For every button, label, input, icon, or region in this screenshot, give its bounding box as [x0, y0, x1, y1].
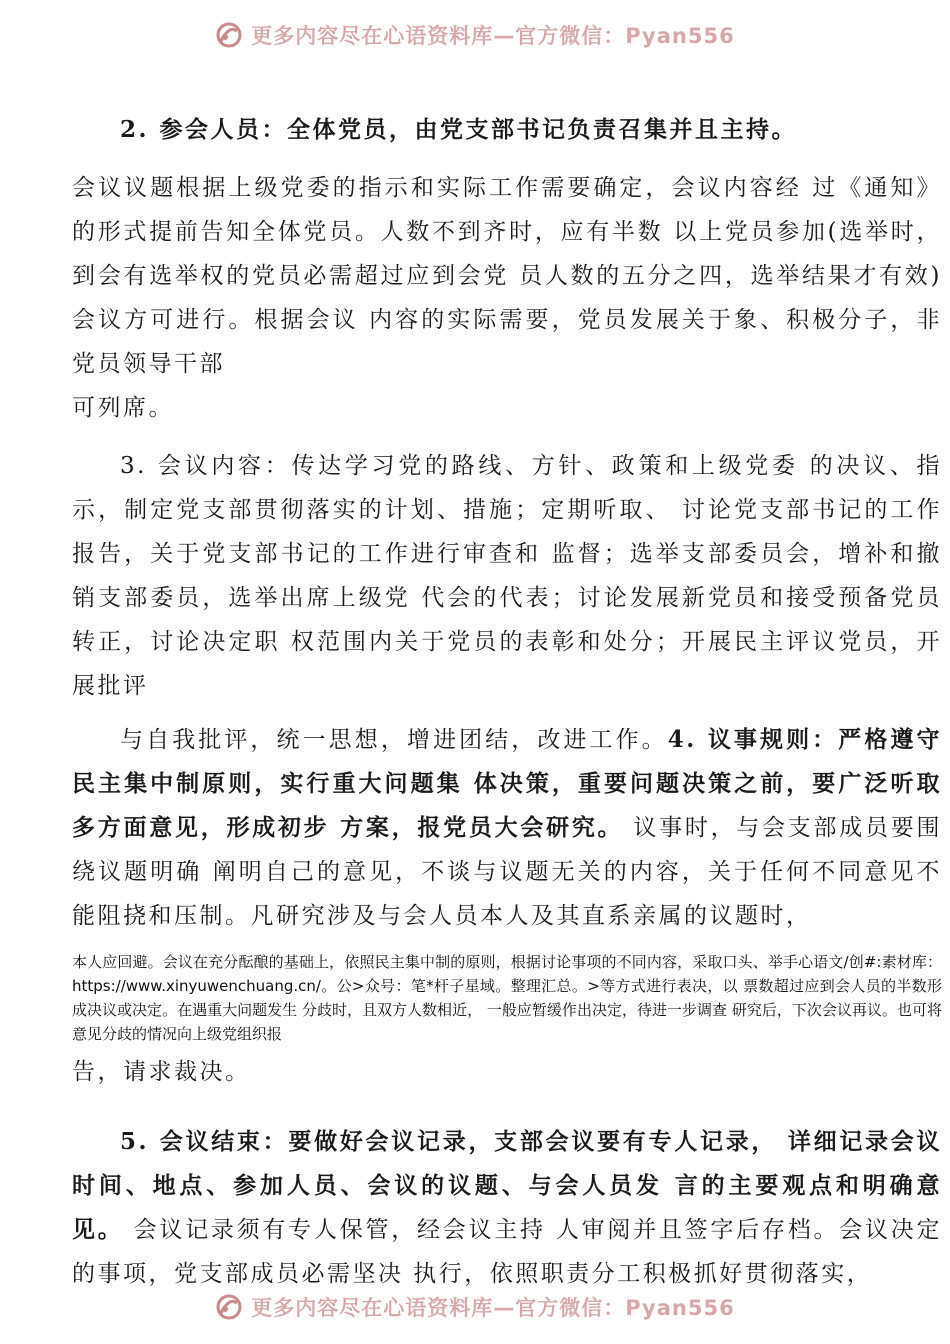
heading-attendees: 2. 参会人员：全体党员，由党支部书记负责召集并且主持。: [120, 116, 798, 143]
section-voting: [72, 950, 942, 1046]
closing-heading: 5. 会议结束：要做好会议记录，支部会议要有专人记录， 详细记录会议时间、地点、参加人员、会议的议题、与会人员发 言的主要观点和明确意见。: [72, 1128, 942, 1243]
section-content: [72, 444, 942, 708]
section-agenda: [72, 166, 942, 430]
watermark-text-bottom: 更多内容尽在心语资料库—官方微信：Pyan556: [251, 1296, 735, 1320]
section-closing: [72, 1120, 942, 1296]
closing-paragraph: [72, 1120, 942, 1296]
section-rules: [72, 718, 942, 938]
voting-paragraph-tail: 告，请求裁决。: [72, 1059, 251, 1085]
rules-body: 议事时，与会支部成员要围绕议题明确 阐明自己的意见，不谈与议题无关的内容，关于任何不同意见不 能阻挠和压制。凡研究涉及与会人员本人及其直系亲属的议题时，: [72, 815, 942, 929]
section-attendees: [120, 108, 942, 152]
header-watermark: [0, 18, 950, 52]
section-voting-tail: [72, 1050, 942, 1094]
closing-body: 会议记录须有专人保管，经会议主持 人审阅并且签字后存档。会议决定的事项，党支部成员必需坚决 执行，依照职责分工积极抓好贯彻落实，: [72, 1217, 943, 1287]
agenda-paragraph-tail: 可列席。: [72, 395, 174, 421]
footer-watermark: [0, 1290, 950, 1324]
content-paragraph: 3. 会议内容：传达学习党的路线、方针、政策和上级党委 的决议、指示，制定党支部贯彻落实的计划、措施；定期听取、 讨论党支部书记的工作报告，关于党支部书记的工作进行审查和 监督；选举支部委员会，增补和撤销支部委员，选举出席上级党 代会的代表；讨论发展新党员和接受预备党员转正，讨论决定职 权范围内关于党员的表彰和处分；开展民主评议党员，开展批评: [72, 453, 942, 699]
watermark-text: 更多内容尽在心语资料库—官方微信：Pyan556: [251, 24, 735, 48]
rules-paragraph: [72, 718, 942, 938]
agenda-paragraph: 会议议题根据上级党委的指示和实际工作需要确定，会议内容经 过《通知》的形式提前告知全体党员。人数不到齐时，应有半数 以上党员参加(选举时，到会有选举权的党员必需超过应到会党 员人数的五分之四，选举结果才有效)会议方可进行。根据会议 内容的实际需要，党员发展关于象、积极分子，非党员领导干部: [72, 175, 942, 377]
voting-paragraph: 本人应回避。会议在充分酝酿的基础上，依照民主集中制的原则，根据讨论事项的不同内容，采取口头、举手心语文/创#:素材库：https://www.xinyuwenchuang.cn/。公>众号：笔*杆子星域。整理汇总。>等方式进行表决，以 票数超过应到会人员的半数形成决议或决定。在遇重大问题发生 分歧时，且双方人数相近， 一般应暂缓作出决定，待进一步调查 研究后，下次会议再议。也可将意见分歧的情况向上级党组织报: [72, 953, 942, 1043]
rules-heading: 4. 议事规则：严格遵守民主集中制原则，实行重大问题集 体决策，重要问题决策之前，要广泛听取多方面意见，形成初步 方案，报党员大会研究。: [72, 726, 942, 841]
rules-lead-text: 与自我批评，统一思想，增进团结，改进工作。: [120, 727, 668, 753]
swirl-logo-icon: [215, 1293, 243, 1321]
swirl-logo-icon: [215, 21, 243, 49]
